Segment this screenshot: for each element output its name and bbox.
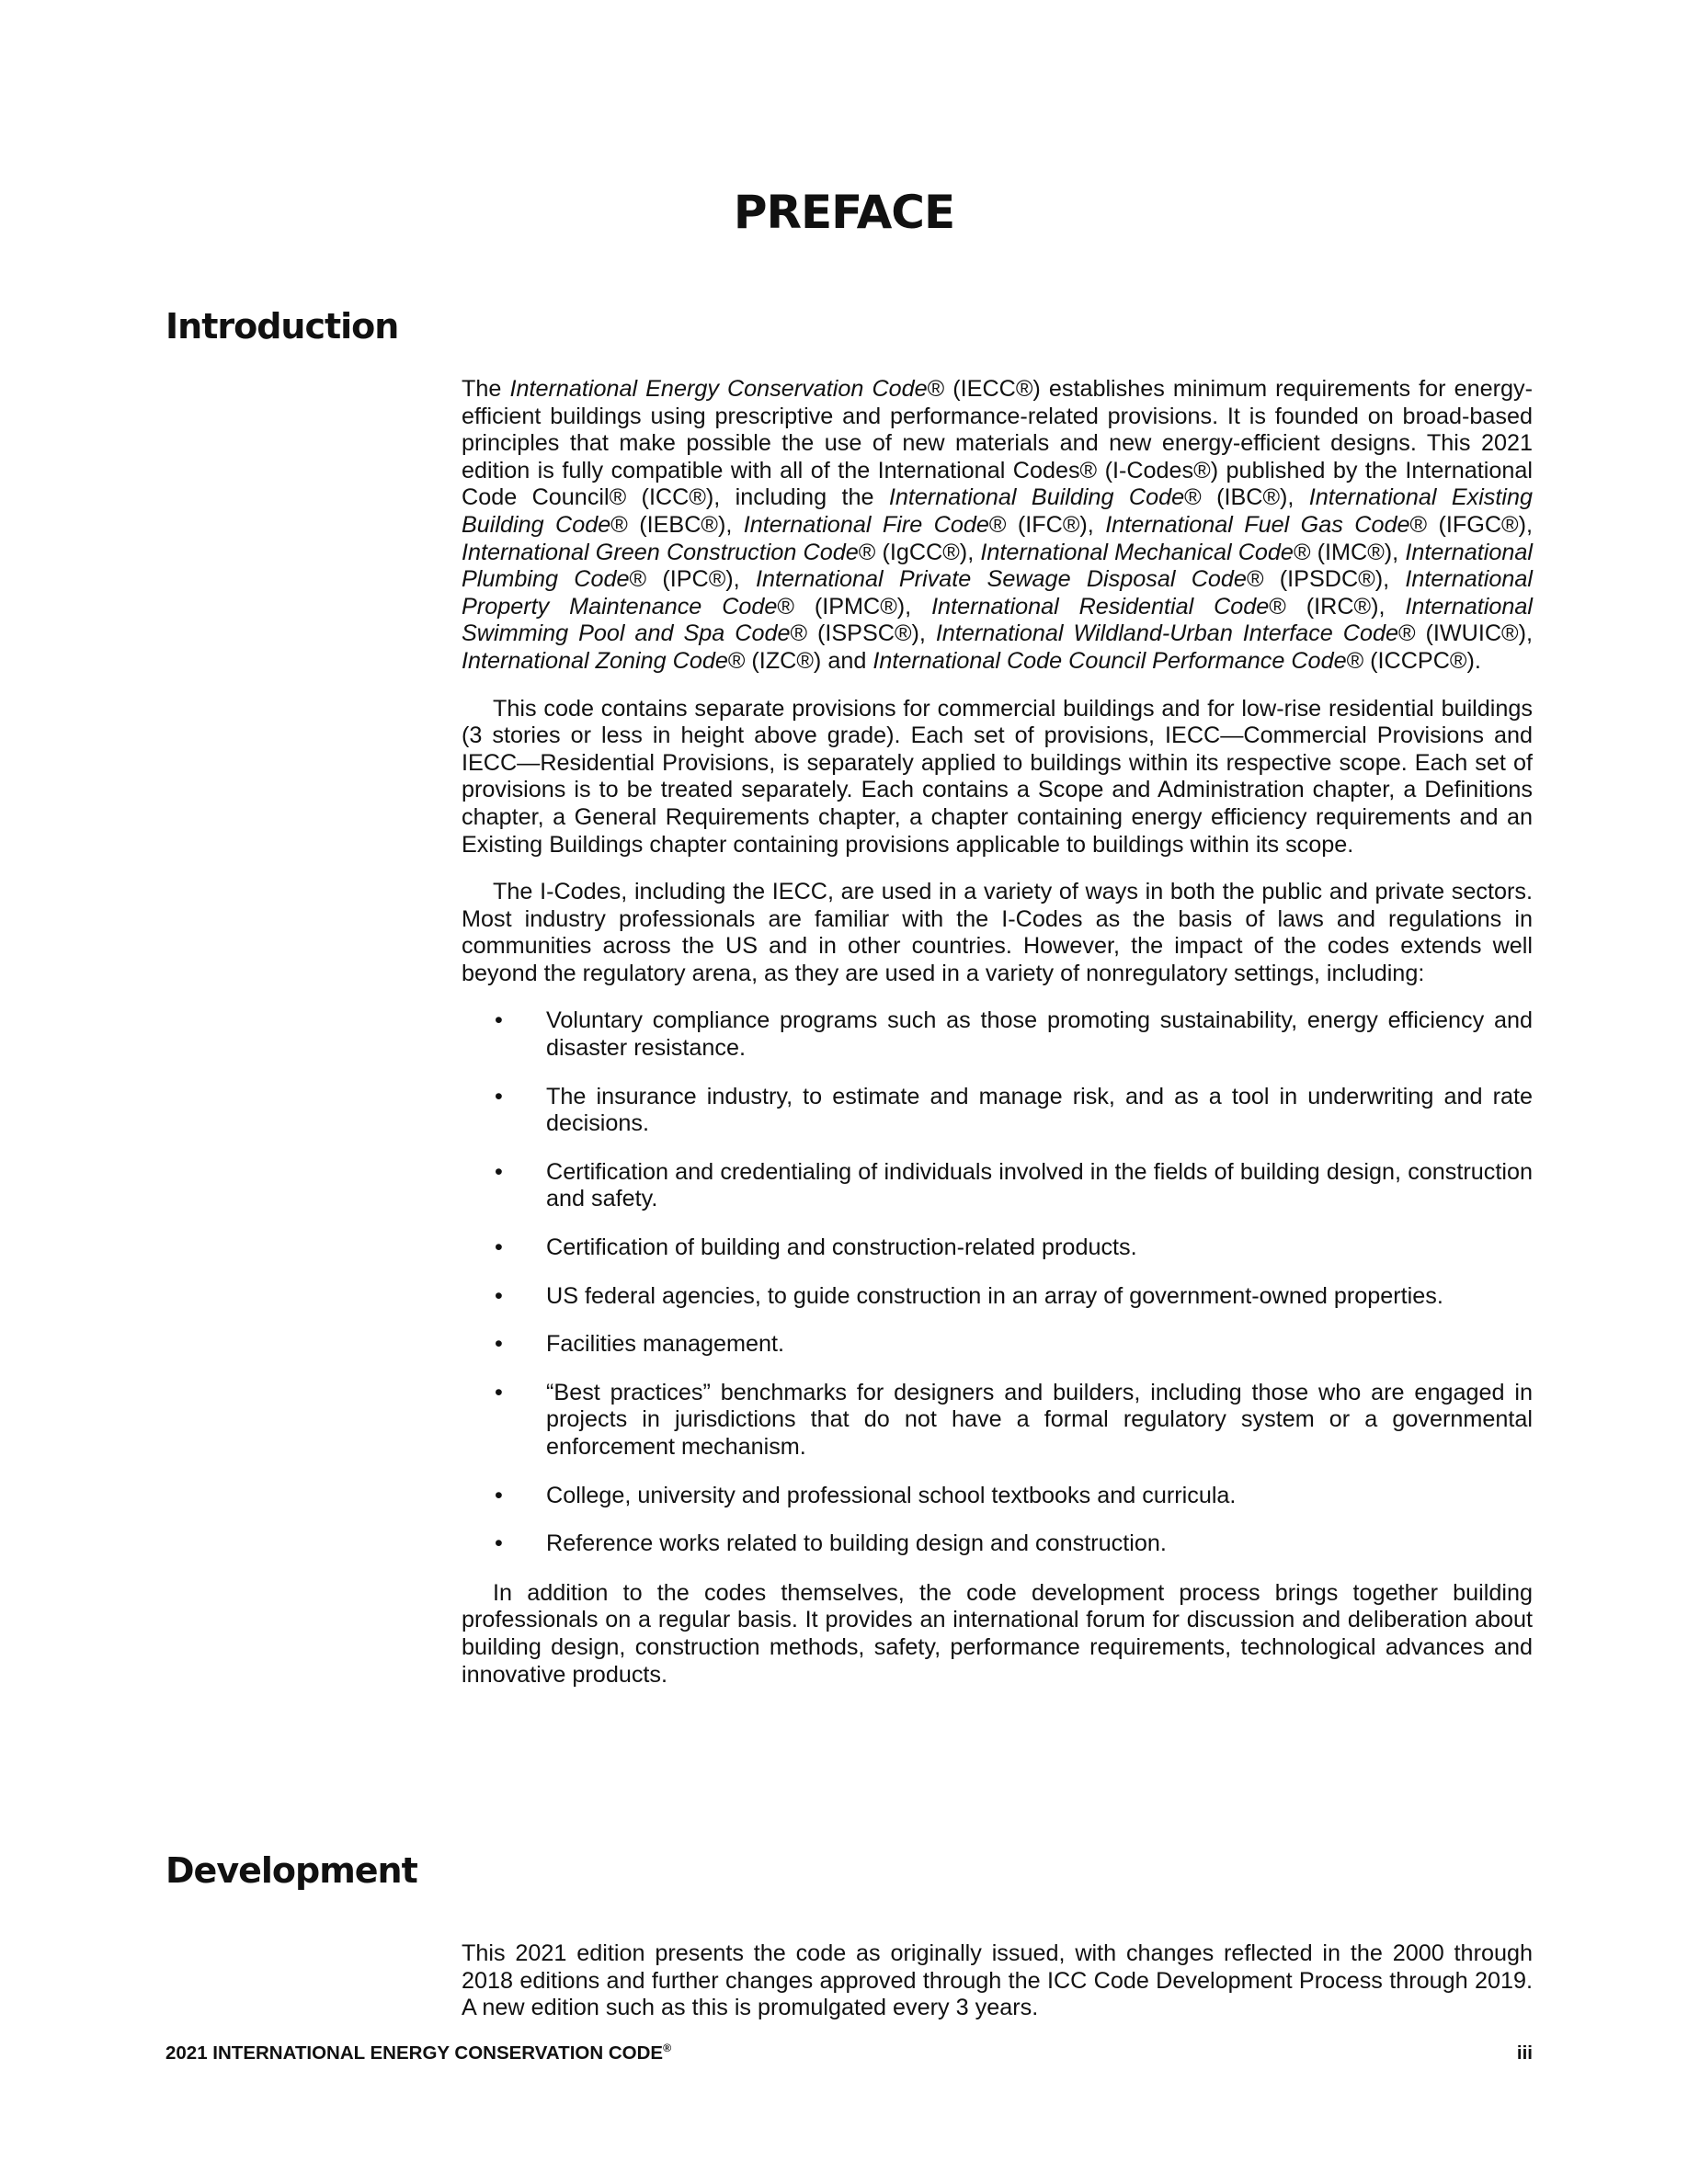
intro-paragraph-2: This code contains separate provisions for commercial buildings and for low-rise residential buildings (3 stories or less in height above grade). Each set of provisions, IECC—Commercial Provisions and IECC—Residential Provisions, is separately applied to buildings within its respective scope. Each set of provisions is to be treated separately. Each contains a Scope and Administration chapter, a Definitions chapter, a General Requirements chapter, a chapter containing energy efficiency requirements and an Existing Buildings chapter containing provisions applicable to buildings within its scope.	[462, 695, 1533, 858]
list-item: • Reference works related to building design and construction.	[495, 1530, 1167, 1557]
list-item: • US federal agencies, to guide construction in an array of government-owned properties.	[495, 1282, 1443, 1309]
intro-paragraph-3: The I-Codes, including the IECC, are used in a variety of ways in both the public and private sectors. Most industry professionals are familiar with the I-Codes as the basis of laws and regulations in communities across the US and in other countries. However, the impact of the codes extends well beyond the regulatory arena, as they are used in a variety of nonregulatory settings, including:	[462, 879, 1533, 986]
bullet-marker: •	[495, 1530, 503, 1557]
nonregulatory-uses-list	[462, 1007, 1533, 1557]
list-item: • Facilities management.	[495, 1331, 784, 1358]
intro-paragraph-1: The International Energy Conservation Code® (IECC®) establishes minimum requirements for energy-efficient buildings using prescriptive and performance-related provisions. It is founded on broad-based principles that make possible the use of new materials and new energy-efficient designs. This 2021 edition is fully compatible with all of the International Codes® (I-Codes®) published by the International Code Council® (ICC®), including the International Building Code® (IBC®), International Existing Building Code® (IEBC®), International Fire Code® (IFC®), International Fuel Gas Code® (IFGC®), International Green Construction Code® (IgCC®), International Mechanical Code® (IMC®), International Plumbing Code® (IPC®), International Private Sewage Disposal Code® (IPSDC®), International Property Maintenance Code® (IPMC®), International Residential Code® (IRC®), International Swimming Pool and Spa Code® (ISPSC®), International Wildland-Urban Interface Code® (IWUIC®), International Zoning Code® (IZC®) and International Code Council Performance Code® (ICCPC®).	[462, 376, 1534, 674]
development-heading: Development	[165, 1850, 417, 1891]
development-paragraph-1: This 2021 edition presents the code as originally issued, with changes reflected in the 2000 through 2018 editions and further changes approved through the ICC Code Development Process through 2019. A new edition such as this is promulgated every 3 years.	[462, 1940, 1533, 2021]
registered-mark: ®	[663, 2042, 672, 2055]
footer-book-title: 2021 INTERNATIONAL ENERGY CONSERVATION CODE®	[165, 2042, 672, 2064]
bullet-marker: •	[495, 1379, 503, 1405]
page-number: iii	[1516, 2042, 1533, 2064]
development-body	[462, 1940, 1533, 2042]
bullet-marker: •	[495, 1331, 503, 1358]
list-item: • “Best practices” benchmarks for designers and builders, including those who are engaged in projects in jurisdictions that do not have a formal regulatory system or a governmental enforcement mechanism.	[495, 1379, 1533, 1460]
introduction-heading: Introduction	[165, 306, 399, 347]
bullet-marker: •	[495, 1234, 503, 1261]
list-item: • The insurance industry, to estimate and manage risk, and as a tool in underwriting and rate decisions.	[495, 1083, 1533, 1137]
introduction-body	[462, 376, 1533, 1709]
list-item: • Certification and credentialing of individuals involved in the fields of building design, construction and safety.	[495, 1158, 1533, 1212]
page-title: PREFACE	[733, 186, 955, 239]
list-item: • College, university and professional school textbooks and curricula.	[495, 1482, 1237, 1508]
bullet-marker: •	[495, 1158, 503, 1185]
bullet-marker: •	[495, 1083, 503, 1109]
list-item: • Certification of building and construction-related products.	[495, 1234, 1137, 1261]
bullet-marker: •	[495, 1007, 503, 1034]
bullet-marker: •	[495, 1482, 503, 1508]
intro-paragraph-4: In addition to the codes themselves, the code development process brings together building professionals on a regular basis. It provides an international forum for discussion and deliberation about building design, construction methods, safety, performance requirements, technological advances and innovative products.	[462, 1579, 1533, 1688]
bullet-marker: •	[495, 1282, 503, 1309]
list-item: • Voluntary compliance programs such as those promoting sustainability, energy efficiency and disaster resistance.	[495, 1007, 1533, 1062]
